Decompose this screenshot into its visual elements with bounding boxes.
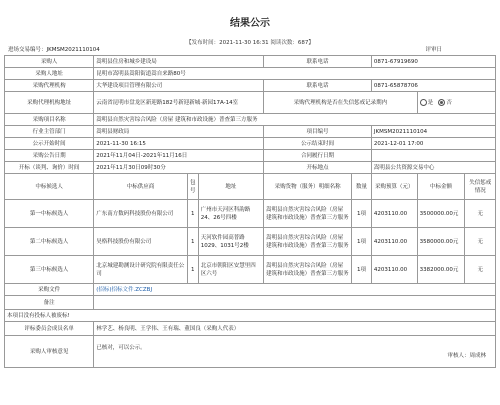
agent-label: 采购代理机构 xyxy=(5,80,94,92)
header-cell: 采购预算（元） xyxy=(371,174,417,200)
agent-address-label: 采购代理机构地址 xyxy=(5,92,94,114)
buyer-value: 嵩明县住房和城乡建设局 xyxy=(94,56,264,68)
committee-label: 评标委员会成员名单 xyxy=(5,322,94,336)
committee-value: 林学艺、杨良明、王学伟、王有瑞、董国良（采购人代表） xyxy=(94,322,496,336)
page-title: 结果公示 xyxy=(230,18,270,29)
project-no-label: 项目编号 xyxy=(264,126,372,138)
table-row xyxy=(5,336,496,368)
candidate-qty: 1项 xyxy=(352,256,372,284)
buyer-address-value: 昆明市嵩明县嵩阳街道嵩自来路80号 xyxy=(94,68,496,80)
reviewer-label: 审核人： xyxy=(447,352,470,359)
pub-end-label: 公示结束时间 xyxy=(264,138,372,150)
agent-address-value: 云南省昆明市盘龙区新迎路182号新迎新城·新园17A-14室 xyxy=(94,92,264,114)
contract-value xyxy=(371,150,495,162)
header-cell: 失信惩戒情况 xyxy=(465,174,496,200)
candidate-credit: 无 xyxy=(465,228,496,256)
candidate-row xyxy=(5,200,496,228)
candidate-supplier: 北京城建勘测设计研究院有限责任公司 xyxy=(94,256,188,284)
candidate-item: 嵩明县自然灾害综合风险（房屋 建筑和市政设施）普查第三方服务 xyxy=(264,228,352,256)
candidate-address: 广州市天河区科韵路24、26号四楼 xyxy=(198,200,263,228)
opinion-label: 采购人审核意见 xyxy=(5,336,94,368)
notice-date-value: 2021年11月04日-2021年11月16日 xyxy=(94,150,264,162)
candidate-address: 天河软件园高普路1029、1031号2楼 xyxy=(198,228,263,256)
header-cell: 地址 xyxy=(198,174,263,200)
candidate-row xyxy=(5,256,496,284)
candidate-rank: 第二中标候选人 xyxy=(5,228,94,256)
credit-no-label: 否 xyxy=(446,99,452,106)
table-row xyxy=(5,150,496,162)
table-row xyxy=(5,310,496,322)
publish-meta: 【发布时间：2021-11-30 16:31 阅读次数：687】 xyxy=(186,40,314,46)
candidate-amount: 3500000.00元 xyxy=(417,200,465,228)
table-row xyxy=(5,92,496,114)
industry-label: 行业主管部门 xyxy=(5,126,94,138)
candidate-supplier: 广东南方数码科技股份有限公司 xyxy=(94,200,188,228)
opinion-text: 已核对，可以公示。 xyxy=(96,344,146,351)
candidate-item: 嵩明县自然灾害综合风险（房屋 建筑和市政设施）普查第三方服务 xyxy=(264,256,352,284)
open-place-value: 嵩明县公共资源交易中心 xyxy=(371,162,495,174)
candidate-amount: 3382000.00元 xyxy=(417,256,465,284)
result-table xyxy=(4,55,496,368)
table-row xyxy=(5,126,496,138)
table-row xyxy=(5,322,496,336)
contract-label: 合同履行日期 xyxy=(264,150,372,162)
reviewer-signature xyxy=(96,352,493,360)
buyer-label: 采购人 xyxy=(5,56,94,68)
evaluator-label: 评审日 xyxy=(425,47,442,53)
trade-number: 进场交易编号：JKMSM2021110104 xyxy=(8,47,100,53)
header-cell: 中标候选人 xyxy=(5,174,94,200)
candidate-qty: 1项 xyxy=(352,200,372,228)
credit-yes-label: 是 xyxy=(427,99,434,106)
pub-start-label: 公示开始时间 xyxy=(5,138,94,150)
candidate-item: 嵩明县自然灾害综合风险（房屋 建筑和市政设施）普查第三方服务 xyxy=(264,200,352,228)
open-time-value: 2021年11月30日09时30分 xyxy=(94,162,264,174)
candidate-rank: 第三中标候选人 xyxy=(5,256,94,284)
pub-end-value: 2021-12-01 17:00 xyxy=(371,138,495,150)
table-row xyxy=(5,80,496,92)
candidate-address: 北京市朝阳区安慧里四区六号 xyxy=(198,256,263,284)
remark-value xyxy=(94,296,496,310)
docs-label: 采购文件 xyxy=(5,284,94,296)
candidate-package: 1 xyxy=(187,256,198,284)
agent-value: 大华建设项目管理有限公司 xyxy=(94,80,264,92)
docs-link[interactable]: (招标)招标文件.ZCZBJ xyxy=(96,286,153,293)
opinion-cell xyxy=(94,336,496,368)
candidate-package: 1 xyxy=(187,200,198,228)
header-cell: 中标金额 xyxy=(417,174,465,200)
table-row xyxy=(5,162,496,174)
pub-start-value: 2021-11-30 16:15 xyxy=(94,138,264,150)
header-cell: 中标供应商 xyxy=(94,174,188,200)
header-cell: 采购货物（服务）明细名称 xyxy=(264,174,352,200)
table-row xyxy=(5,284,496,296)
candidate-row xyxy=(5,228,496,256)
candidate-budget: 4203110.00 xyxy=(371,256,417,284)
project-name-value: 嵩明县自然灾害综合风险（房屋 建筑和市政设施）普查第三方服务 xyxy=(94,114,496,126)
reviewer-name: 周成林 xyxy=(469,352,486,359)
header-cell: 包号 xyxy=(187,174,198,200)
phone-label: 联系电话 xyxy=(264,56,372,68)
docs-cell xyxy=(94,284,496,296)
table-row xyxy=(5,56,496,68)
header-cell: 数量 xyxy=(352,174,372,200)
project-name-label: 采购项目名称 xyxy=(5,114,94,126)
agent-phone-label: 联系电话 xyxy=(264,80,372,92)
candidate-credit: 无 xyxy=(465,200,496,228)
candidate-budget: 4203110.00 xyxy=(371,228,417,256)
open-place-label: 开标地点 xyxy=(264,162,372,174)
credit-label: 采购代理机构是否在失信惩戒记录期内 xyxy=(264,92,418,114)
notice-date-label: 采购公告日期 xyxy=(5,150,94,162)
candidate-package: 1 xyxy=(187,228,198,256)
buyer-address-label: 采购人地址 xyxy=(5,68,94,80)
table-row xyxy=(5,114,496,126)
project-no-value: JKMSM2021110104 xyxy=(371,126,495,138)
credit-radios xyxy=(417,92,495,114)
table-row xyxy=(5,68,496,80)
credit-no-radio[interactable] xyxy=(438,99,445,106)
candidate-header-row xyxy=(5,174,496,200)
buyer-phone: 0871-67919690 xyxy=(371,56,495,68)
candidate-budget: 4203110.00 xyxy=(371,200,417,228)
open-time-label: 开标（谈判、询价）时间 xyxy=(5,162,94,174)
objection-note: 本项目没有投标人被废标! xyxy=(5,310,496,322)
table-row xyxy=(5,138,496,150)
candidate-qty: 1项 xyxy=(352,228,372,256)
candidate-credit: 无 xyxy=(465,256,496,284)
credit-yes-radio[interactable] xyxy=(420,99,427,106)
industry-value: 嵩明县财政局 xyxy=(94,126,264,138)
candidate-rank: 第一中标候选人 xyxy=(5,200,94,228)
remark-label: 备注 xyxy=(5,296,94,310)
candidate-amount: 3580000.00元 xyxy=(417,228,465,256)
agent-phone: 0871-65878706 xyxy=(371,80,495,92)
candidate-supplier: 昊格科技股份有限公司 xyxy=(94,228,188,256)
table-row xyxy=(5,296,496,310)
